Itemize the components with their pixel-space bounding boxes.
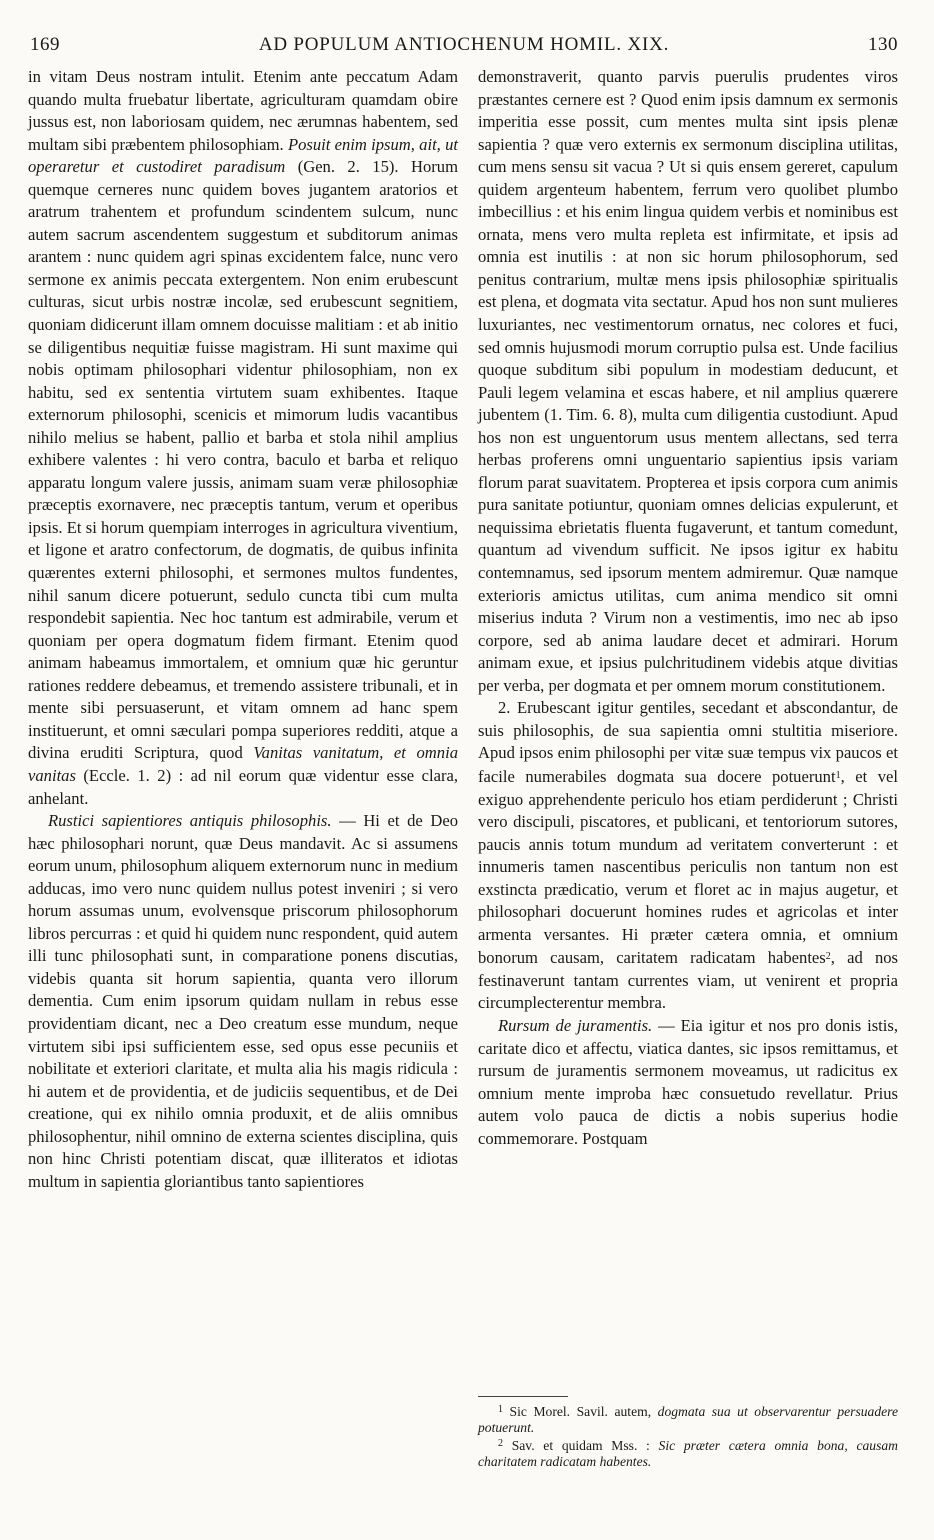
body-text: Erubescant igitur gentiles, secedant et abscondantur, de suis philosophis, de sua sapientia omni stultitia miseriore. Apud ipsos enim philosophi per vitæ suæ tempus vix paucos et facile numerabiles dogmata sua docere potuerunt [478, 698, 899, 786]
numbered-paragraph [478, 697, 898, 1015]
running-head [30, 34, 898, 62]
body-text: , ad nos festinaverunt tantam currentes viam, ut venirent et propria circumplecterentur membra. [478, 948, 898, 1013]
page-number-right: 130 [868, 34, 898, 55]
body-text: Hi et de Deo hæc philosophari norunt, quæ Deus mandavit. Ac si assumens eorum unum, philosophum aliquem externorum nunc in medium adducas, imo vero nunc quidem nullus potest inveniri ; si vero horum assumas unum, evolvensque priscorum philosophorum libros percurras : et quid hi quidem nunc respondent, quid autem illi tunc philosophati sunt, in comparatione ponens discutias, videbis quanta sit horum sapientia, quanta vero illorum dementia. Cum enim ipsorum quidam nullam in rebus esse providentiam dicant, nec a Deo creatum esse mundum, neque virtutem sibi ipsi sufficientem esse, sed opus esse pecuniis et nobilitate et exteriori claritate, et multa alia his magis ridicula : hi autem et de providentia, et de judiciis sequentibus, et de Dei creatione, qui ex nihilo omnia produxit, et de aliis omnibus philosophentur, nihil omnino de externa scientes disciplina, quis non hinc Christi potentiam discat, quæ illiteratos et idiotas multum in sapientia gloriantibus tanto sapientiores [28, 811, 458, 1191]
paragraph-number: 2. [498, 698, 511, 718]
left-column [28, 66, 458, 1193]
body-text: : ad nil eorum quæ videntur esse clara, anhelant. [28, 765, 458, 808]
body-text: Eia igitur et nos pro donis istis, caritate dico et affectu, viatica dantes, sic ipsos remittamus, et rursum de juramentis sermonem moveamus, ut radicitus ex omnium mente improba hæc consuetudo revellatur. Prius autem volo pauca de dictis a nobis superius hodie commemorare. Postquam [478, 1015, 898, 1148]
scripture-quote: Posuit enim ipsum, ait, ut operaretur et custodiret paradisum [28, 134, 458, 177]
heading-dash: — [331, 811, 364, 831]
running-title: AD POPULUM ANTIOCHENUM HOMIL. XIX. [258, 34, 670, 55]
section-paragraph [28, 810, 458, 1193]
footnote-text: Sic Morel. Savil. autem, [509, 1404, 652, 1419]
heading-dash: — [652, 1015, 681, 1035]
section-heading: Rursum de juramentis. [498, 1015, 653, 1035]
footnote-italic: dogmata sua ut observarentur persuadere potuerunt. [478, 1404, 898, 1435]
paragraph [478, 66, 898, 697]
footnote-number: 2 [498, 1438, 503, 1449]
paragraph [28, 66, 458, 810]
footnote-separator [478, 1396, 568, 1397]
section-heading: Rustici sapientiores antiquis philosophis. [48, 811, 332, 831]
footnote [478, 1402, 898, 1436]
footnote-italic: Sic præter cætera omnia bona, causam charitatem radicatam habentes. [478, 1438, 898, 1469]
scripture-quote: Vanitas vanitatum, et omnia vanitas [28, 743, 458, 785]
page-number-left: 169 [30, 34, 60, 55]
footnote-marker[interactable]: 2 [825, 951, 831, 963]
footnote [478, 1436, 898, 1470]
right-column [478, 66, 898, 1150]
body-text: , et vel exiguo apprehendente periculo hos etiam perdiderunt ; Christi vero discipuli, piscatores, et publicani, et tentoriorum sutores, paucis annis totum mundum ad veritatem converterunt : et innumeris tamen nascentibus periculis non tantum non est exstincta prædicatio, verum et floret ac in majus augetur, et philosophari docuerunt homines rudes et agricolas et inter armenta versantes. Hi præter cætera omnia, et omnium bonorum causam, caritatem radicatam habentes [478, 766, 898, 968]
footnote-marker[interactable]: 1 [835, 769, 841, 781]
scripture-reference: (1. Tim. 6. 8), [544, 405, 638, 425]
footnote-number: 1 [498, 1404, 503, 1415]
scripture-reference: (Eccle. 1. 2) [83, 765, 172, 785]
footnotes [478, 1402, 898, 1470]
body-text: in vitam Deus nostram intulit. Etenim ante peccatum Adam quando multa fruebatur libertate, agriculturam quamdam obire jussus est, non laboriosam quidem, nec ærumnas habentem, sed multam sibi præbentem philosophiam. [28, 67, 458, 154]
body-text: demonstraverit, quanto parvis puerulis prudentes viros præstantes cernere est ? Quod enim ipsis damnum ex sermonis imperitia esse possit, cum mentes multa sint ipsis plenæ sapientia ? quæ vero externis ex sermonum disciplina utilitas, cum mens sensu sit vacua ? Ut si quis ensem gereret, capulum quidem argenteum habentem, ferrum vero quolibet plumbo imbecillius : et his enim lingua quidem verbis et nominibus est ornata, mens vero multa repleta est infirmitate, et ipsis ad omnia est inutilis : at non sic horum philosophorum, sed penitus contrarium, multæ mens ipsis philosophiæ spiritualis est plena, et dogmata vita sectatur. Apud hos non sunt mulieres luxuriantes, nec vestimentorum ornatus, nec colores et fuci, sed omnis hujusmodi morum corruptio pulsa est. Unde facilius quoque subditum sibi populum in modestiam deducunt, et Pauli legem velamina et escas habere, et nil amplius quærere jubentem [478, 67, 898, 425]
footnote-text: Sav. et quidam Mss. : [511, 1438, 650, 1453]
body-text: multa cum diligentia custodiunt. Apud hos non est unguentorum usus mentem allectans, sed terra herbas proferens omni unguentario sapientius ipsis variam florum parat suavitatem. Propterea et ipsis corpora cum animis pura sanitate potiuntur, quoniam omnes delicias expulerunt, et nequissima ebrietatis fluenta fugaverunt, et tantum comedunt, quantum ad vivendum sufficit. Ne ipsos igitur ex habitu contemnamus, sed ipsorum mentem admiremur. Quæ namque exterioris amictus utilitas, cum anima mendico sit omni miserius induta ? Virum non a vestimentis, imo nec ab ipso corpore, sed ab anima laudare decet et admirari. Horum animam exue, et ipsius pulchritudinem videbis atque divitias per verba, per dogmata et per omnem morum constitutionem. [478, 405, 898, 695]
section-paragraph [478, 1015, 898, 1150]
body-text: Horum quemque cerneres nunc quidem boves jugantem aratorios et aratrum trahentem et profundum scindentem sulcum, nunc autem sacrum ascendentem suggestum et subditorum animas arantem : nunc quidem agri spinas excidentem falce, nunc vero sermone ex animis peccata extergentem. Non enim erubescunt culturas, sicut urbis nostræ incolæ, sed erubescunt segnitiem, quoniam didicerunt illam omnem docuisse malitiam : et ab initio se diligentibus nequitiæ fuisse magistram. Hi sunt maxime qui nobis optimam philosophari videntur philosophiam, non ex habitu, sed ex sententia virtutem suam exhibentes. Itaque externorum philosophi, scenicis et mimorum ludis vacantibus nihilo melius se habent, pallio et barba et stola nihil amplius exhibere valentes : hi vero contra, baculo et barba et reliquo apparatu longum valere jussis, animam suam veræ philosophiæ præceptis exornavere, nec præceptis tantum, verum et operibus ipsis. Et si horum quempiam interroges in agricultura viventium, et ligone et aratro confectorum, de dogmatis, de quibus infinita quærentes externi philosophi, et sermones multos fundentes, nihil sanum dicere potuerunt, sedulo cuncta tibi cum multa respondebit sapientia. Nec hoc tantum est admirabile, verum et quoniam per opera dogmatum fidem firmant. Etenim quod animam habeamus immortalem, et omnium quæ hic geruntur rationes reddere debeamus, et tremendo assistere tribunali, et in mente sibi persuaserunt, et vitam omnem ad hanc spem instituerunt, et omni sæculari pompa superiores redditi, atque a divina eruditi Scriptura, quod [28, 157, 458, 763]
scripture-reference: (Gen. 2. 15). [297, 157, 399, 177]
